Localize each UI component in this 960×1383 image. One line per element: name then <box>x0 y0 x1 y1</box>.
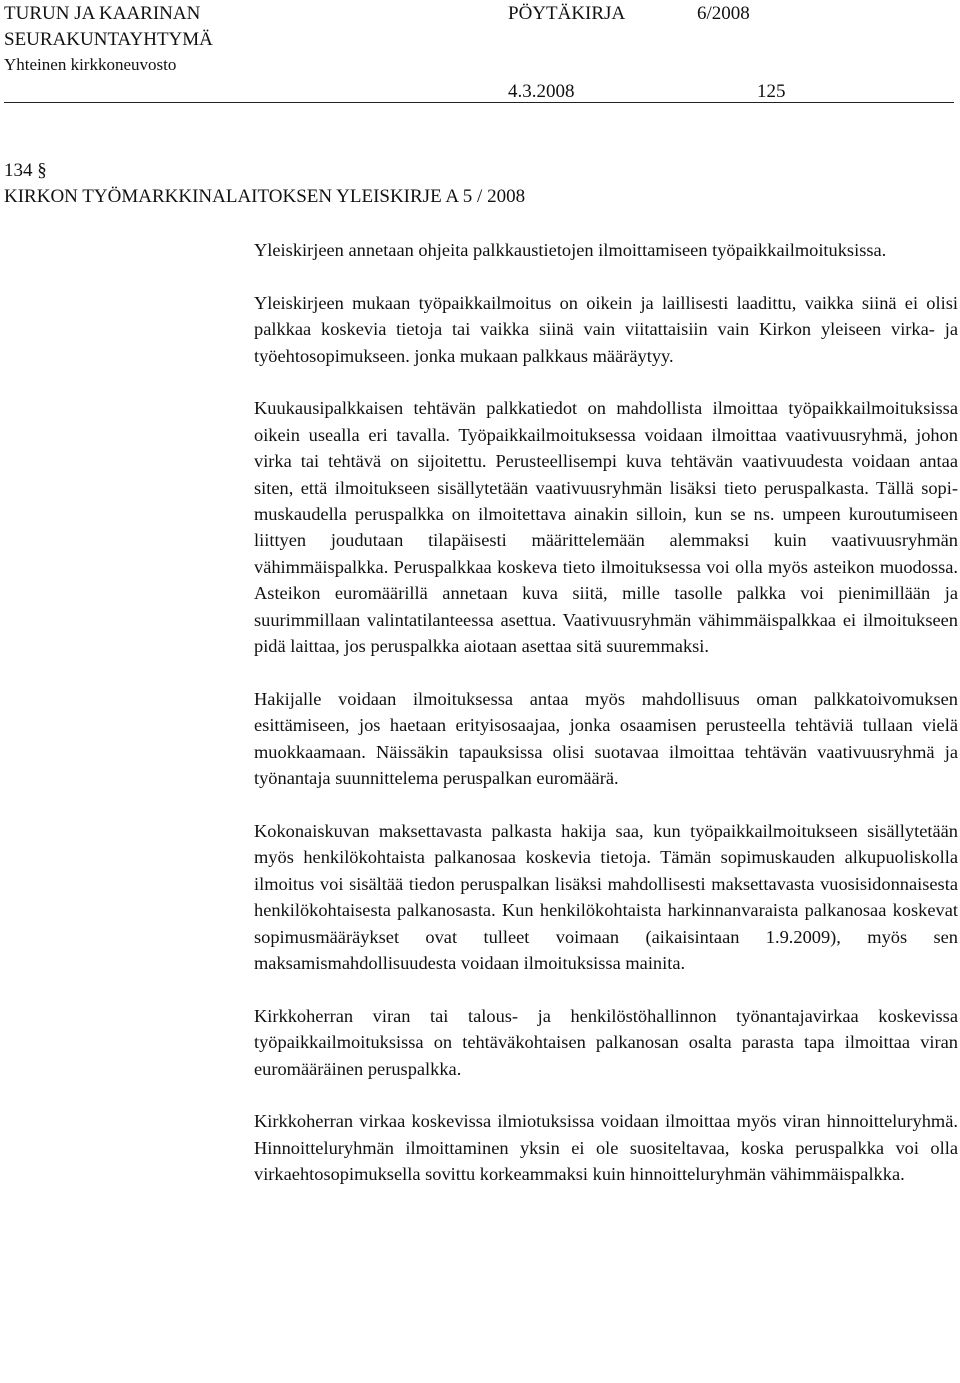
paragraph-personal-component: Kokonaiskuvan maksettavasta palkasta hakija saa, kun työpaikkailmoitukseen sisällytetään myös henkilökohtaista palkanosaa koskevia tietoja. Tämän sopimuskauden alkupuoliskolla ilmoitus voi sisältää tiedon peruspalkan lisäksi mahdollisesti maksettavasta vuosisidonnaisesta henkilökohtaisesta palkanosasta. Kun henkilökohtaista harkinnanvaraista palkanosaa koskevat sopimusmääräykset ovat tulleet voimaan (aikaisintaan 1.9.2009), myös sen maksamismahdollisuudesta voidaan ilmoituksissa mainita. <box>254 820 958 973</box>
paragraph-salary-request: Hakijalle voidaan ilmoituksessa antaa myös mahdollisuus oman palkkatoivomuksen esittämiseen, jos haetaan erityisosaajaa, jonka osaamisen perusteella tehtäviä tullaan vielä muokkaamaan. Näissäkin tapauksissa olisi suotavaa ilmoittaa tehtävän vaativuusryhmä ja työnantaja suunnittelema peruspalkan euromäärä. <box>254 688 958 789</box>
header-divider <box>4 102 954 103</box>
body-text <box>254 237 958 1188</box>
paragraph-intro: Yleiskirjeen annetaan ohjeita palkkaustietojen ilmoittamiseen työpaikkailmoituksissa. <box>254 240 887 260</box>
paragraph-pricing-group: Kirkkoherran virkaa koskevissa ilmiotuksissa voidaan ilmoittaa myös viran hinnoitteluryhmä. Hinnoitteluryhmän ilmoittaminen yksin ei ole suositeltavaa, koska peruspalkka voi olla virkaehtosopimuksella sovittu korkeammaksi kuin hinnoitteluryhmän vähimmäispalkka. <box>254 1111 958 1185</box>
document-number: 6/2008 <box>697 3 750 24</box>
organization-name: TURUN JA KAARINAN <box>4 3 201 24</box>
organization-subname: SEURAKUNTAYHTYMÄ <box>4 29 213 50</box>
page-number: 125 <box>757 81 786 102</box>
paragraph-vicar-office: Kirkkoherran viran tai talous- ja henkilöstöhallinnon työnantajavirkaa koskevissa työpaikkailmoituksissa on tehtäväkohtaisen palkanosan osalta parasta tapa ilmoittaa viran euromääräinen peruspalkka. <box>254 1005 958 1079</box>
section-number: 134 § <box>4 160 47 181</box>
section-title: KIRKON TYÖMARKKINALAITOKSEN YLEISKIRJE A 5 / 2008 <box>4 186 526 207</box>
paragraph-legality: Yleiskirjeen mukaan työpaikkailmoitus on oikein ja laillisesti laadittu, vaikka siinä ei olisi palkkaa koskevia tietoja tai vaikka siinä vain viitattaisiin vain Kirkon yleiseen virka- ja työehtosopimukseen. jonka mukaan palkkaus määräytyy. <box>254 292 958 366</box>
document-type: PÖYTÄKIRJA <box>508 3 626 24</box>
committee-name: Yhteinen kirkkoneuvosto <box>4 55 177 74</box>
paragraph-salary-info: Kuukausipalkkaisen tehtävän palkkatiedot on mahdollista ilmoittaa työpaikkailmoituksissa oikein usealla eri tavalla. Työpaikkailmoituksessa voidaan ilmoittaa vaativuusryhmä, johon virka tai tehtävä on sijoitettu. Perusteellisempi kuva tehtävän vaativuudesta voidaan antaa siten, että ilmoitukseen sisällytetään vaativuusryhmän lisäksi tieto peruspalkasta. Tällä sopimuskaudella peruspalkka on ilmoitettava ainakin silloin, kun se ns. umpeen kuroutumiseen liittyen joudutaan tilapäisesti määrittelemään alemmaksi kuin vaativuusryhmän vähimmäispalkka. Peruspalkkaa koskeva tieto ilmoituksessa voi olla myös asteikon muodossa. Asteikon euromäärillä annetaan kuva siitä, mille tasolle palkka voi pienimillään ja suurimmillaan valintatilanteessa asettua. Vaativuusryhmän vähimmäispalkkaa ei ilmoitukseen pidä laittaa, jos peruspalkka aiotaan asettaa sitä suuremmaksi. <box>254 398 958 657</box>
meeting-date: 4.3.2008 <box>508 81 575 102</box>
